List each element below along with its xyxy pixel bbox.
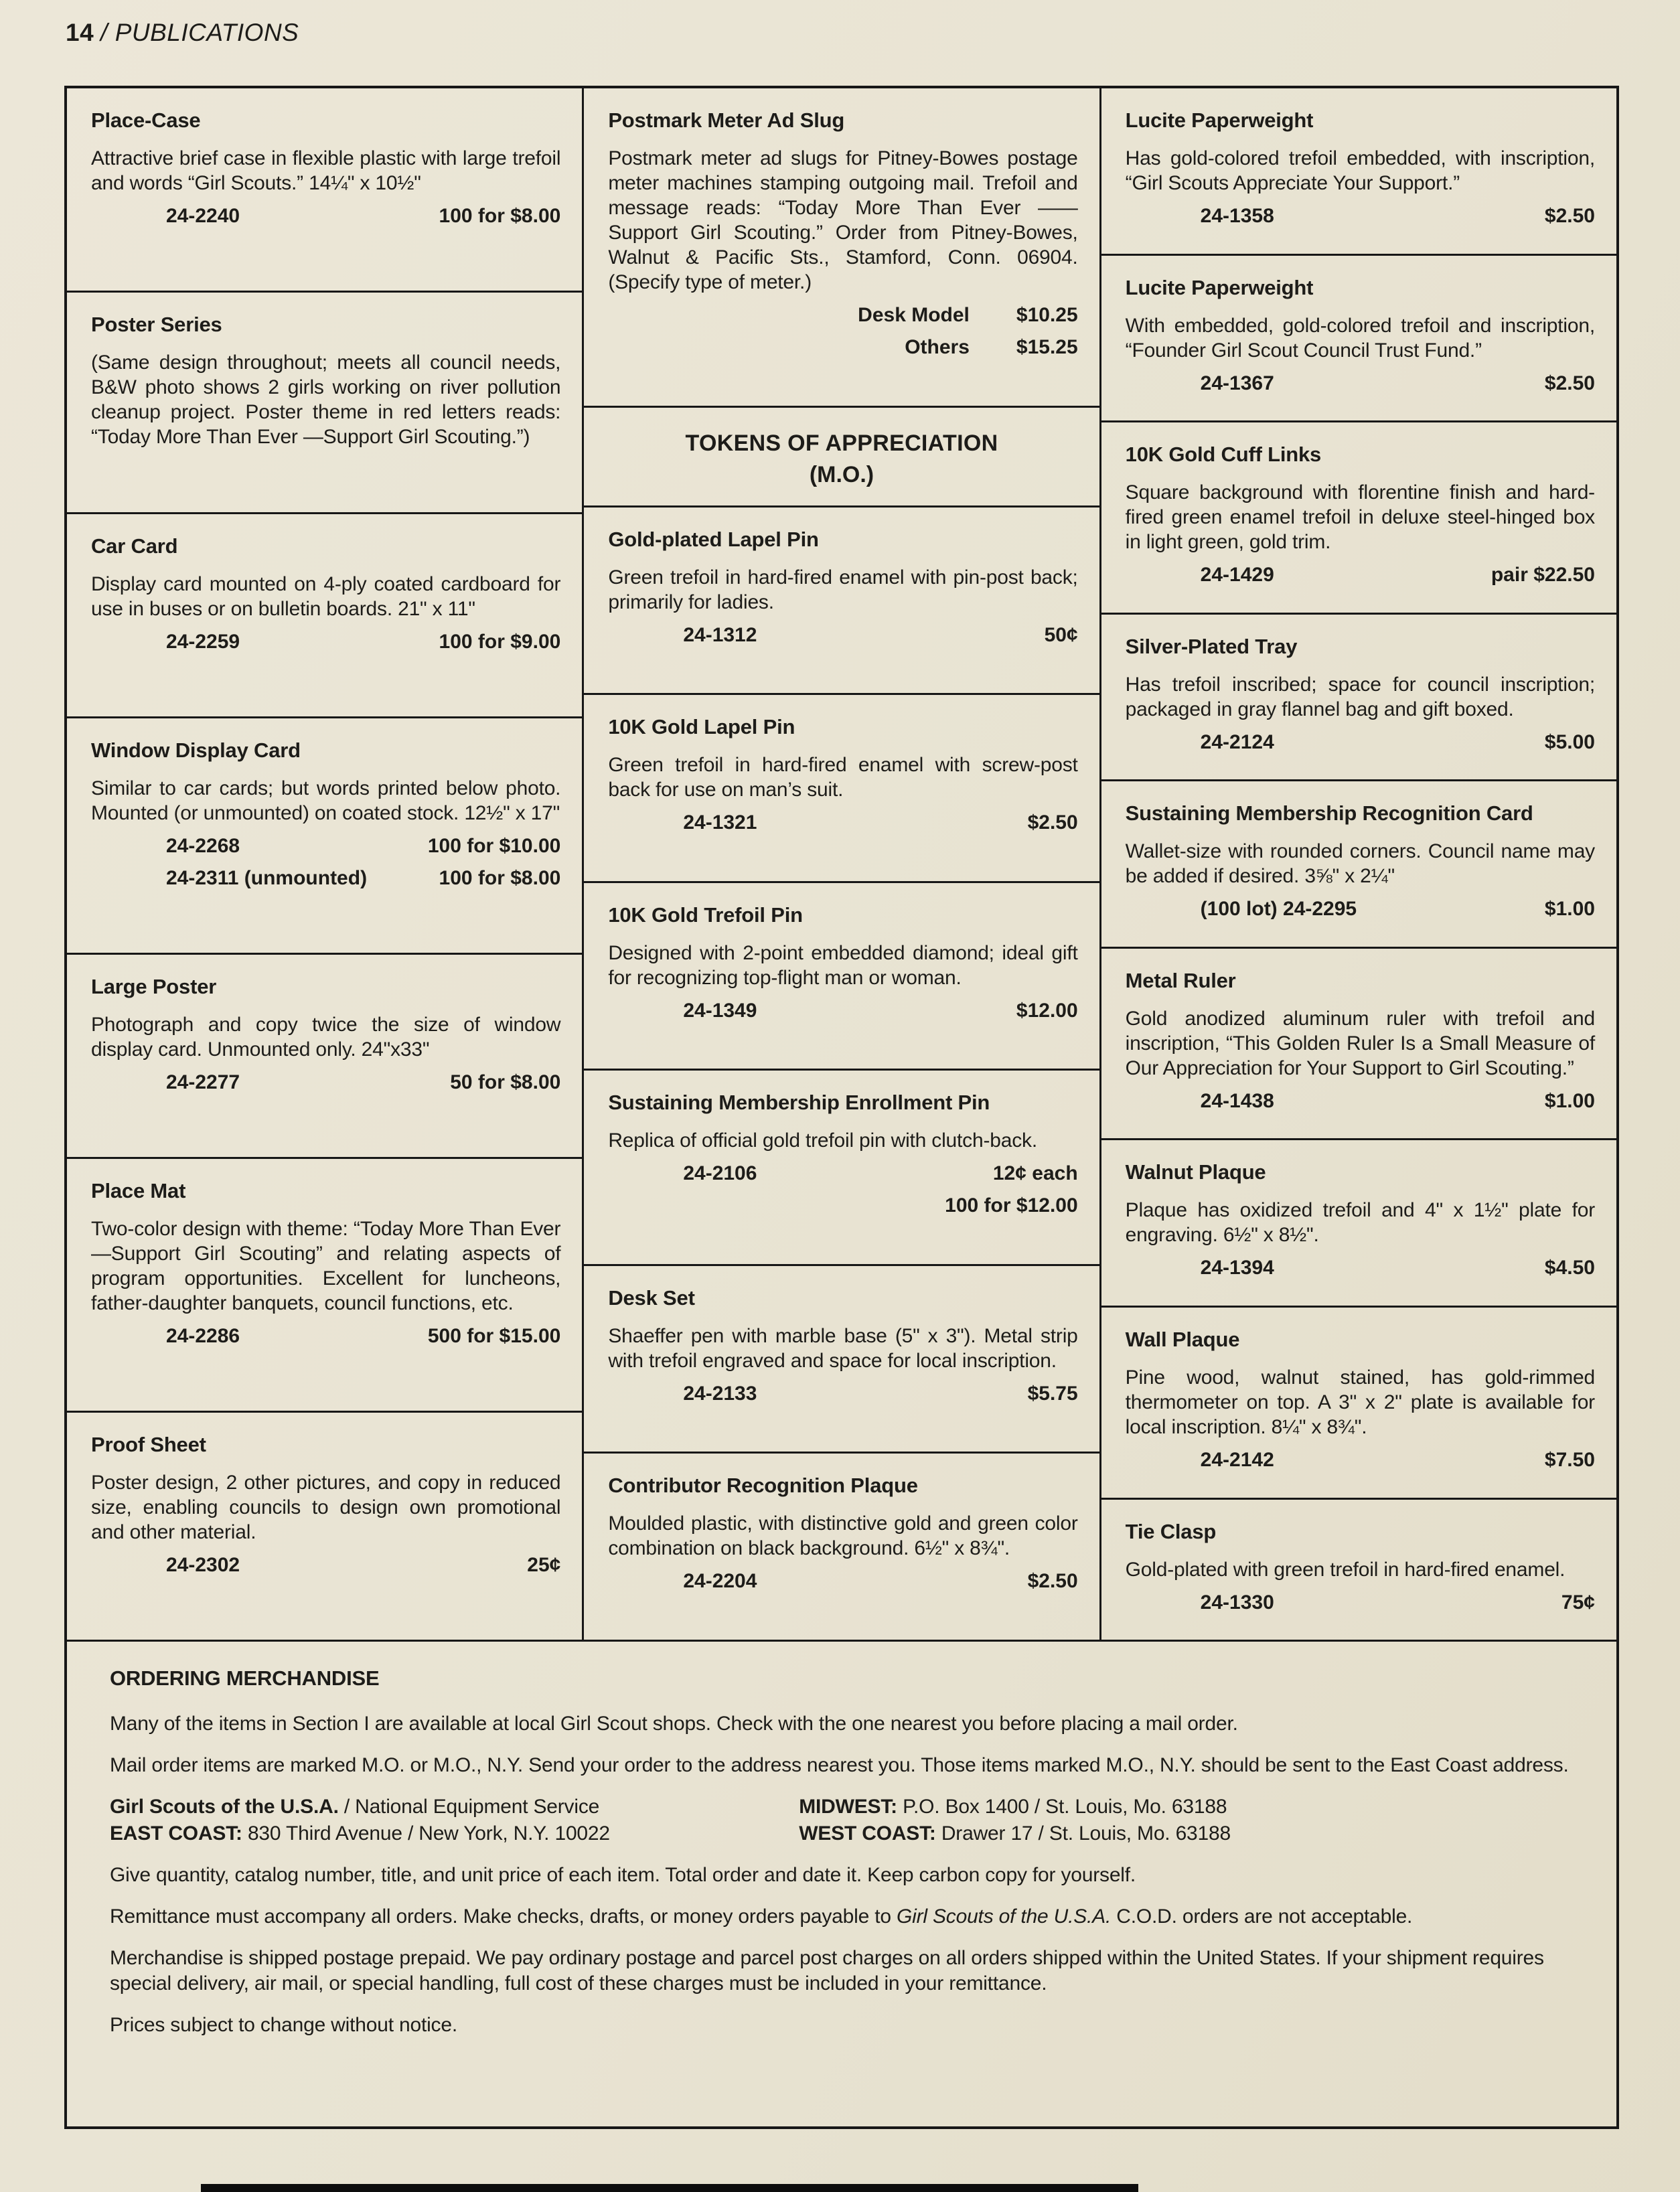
item-description: Postmark meter ad slugs for Pitney-Bowes postage meter machines stamping outgoing mail. Trefoil and message reads: “Today More Than Ever —— Support Girl Scouting.” Order from Pitney-Bowes, Walnut & Pacific Sts., Stamford, Conn. 06904. (Specify type of meter.)	[608, 147, 1078, 293]
price-row	[91, 1554, 560, 1577]
page-number: 14	[66, 19, 94, 46]
item-title: 10K Gold Lapel Pin	[608, 715, 795, 739]
remittance-org-italic: Girl Scouts of the U.S.A.	[896, 1905, 1112, 1928]
price-row	[608, 1000, 1077, 1022]
price: $2.50	[1027, 1570, 1078, 1593]
price: 500 for $15.00	[427, 1325, 561, 1347]
price-row	[608, 1570, 1077, 1593]
price-row	[608, 1162, 1077, 1185]
catalog-item	[1101, 949, 1616, 1141]
item-description: Similar to car cards; but words printed below photo. Mounted (or unmounted) on coated stock. 12½" x 17"	[91, 777, 561, 824]
item-description: Replica of official gold trefoil pin with clutch-back.	[608, 1129, 1037, 1152]
price: 100 for $12.00	[945, 1194, 1078, 1217]
page-section-title: / PUBLICATIONS	[100, 19, 299, 46]
item-title: Metal Ruler	[1125, 968, 1236, 992]
price: $10.25	[1016, 304, 1078, 326]
item-title: Car Card	[91, 534, 178, 558]
price: $12.00	[1016, 999, 1078, 1022]
price: 100 for $8.00	[439, 867, 561, 889]
item-description: Plaque has oxidized trefoil and 4" x 1½" plate for engraving. 6½" x 8½".	[1125, 1199, 1595, 1247]
ordering-paragraph-4	[110, 1904, 1579, 1930]
price: $5.75	[1027, 1382, 1078, 1405]
price: 100 for $10.00	[427, 835, 561, 857]
catalog-item	[67, 955, 582, 1159]
price: 12¢ each	[992, 1162, 1078, 1185]
price-row	[608, 1383, 1077, 1405]
catalog-item	[67, 88, 582, 293]
catalog-number: 24-2286	[166, 1325, 240, 1347]
catalog-number: 24-2106	[683, 1162, 757, 1185]
catalog-number: 24-2142	[1200, 1448, 1274, 1471]
catalog-item	[67, 293, 582, 514]
catalog-number: 24-1394	[1200, 1257, 1274, 1279]
price: $5.00	[1544, 730, 1595, 753]
price-row	[1126, 1591, 1595, 1614]
catalog-number: 24-2204	[683, 1570, 757, 1593]
price-row	[608, 304, 1077, 327]
item-description: Photograph and copy twice the size of window display card. Unmounted only. 24"x33"	[91, 1014, 561, 1061]
section-subtitle: (M.O.)	[809, 461, 874, 487]
catalog-number: 24-1429	[1200, 564, 1274, 586]
west-coast-value: Drawer 17 / St. Louis, Mo. 63188	[935, 1822, 1231, 1845]
scan-artifact	[201, 2184, 1138, 2192]
catalog-number: 24-2240	[166, 205, 240, 227]
price: $2.50	[1544, 205, 1595, 227]
item-title: Large Poster	[91, 975, 217, 998]
section-title: TOKENS OF APPRECIATION	[685, 430, 998, 456]
catalog-number: 24-1438	[1200, 1089, 1274, 1112]
item-title: Window Display Card	[91, 738, 301, 762]
item-description: Moulded plastic, with distinctive gold and green color combination on black background. 6½" x 8¾".	[608, 1512, 1078, 1560]
price: 50¢	[1044, 623, 1078, 646]
price: 100 for $9.00	[439, 631, 561, 653]
price-row	[608, 811, 1077, 834]
ordering-paragraph-3: Give quantity, catalog number, title, and unit price of each item. Total order and date it. Keep carbon copy for yourself.	[110, 1864, 1136, 1886]
catalog-item	[584, 88, 1099, 408]
item-title: Contributor Recognition Plaque	[608, 1474, 918, 1498]
address-org	[110, 1794, 785, 1820]
item-title: Place-Case	[91, 108, 201, 132]
catalog-item	[67, 1159, 582, 1413]
catalog-number: 24-1321	[683, 811, 757, 834]
catalog-item	[67, 1413, 582, 1640]
item-description: Two-color design with theme: “Today More Than Ever—Support Girl Scouting” and relating aspects of program opportunities. Excellent for luncheons, father-daughter banquets, council functions, etc.	[91, 1218, 561, 1314]
price: $4.50	[1544, 1257, 1595, 1279]
price: pair $22.50	[1491, 564, 1595, 586]
item-description: With embedded, gold-colored trefoil and inscription, “Founder Girl Scout Council Trust Fund.”	[1125, 314, 1595, 362]
catalog-number: Desk Model	[858, 304, 970, 326]
catalog-number: 24-1367	[1200, 372, 1274, 394]
ordering-paragraph-5: Merchandise is shipped postage prepaid. We pay ordinary postage and parcel post charges on all orders shipped within the United States. If your shipment requires special delivery, air mail, or special handling, full cost of these charges must be included in your remittance.	[110, 1947, 1544, 1994]
catalog-column-1	[67, 88, 584, 1640]
price-row	[91, 835, 560, 858]
item-title: Sustaining Membership Recognition Card	[1125, 801, 1533, 826]
catalog-item	[584, 507, 1099, 696]
catalog-item	[1101, 256, 1616, 423]
ordering-paragraph-6: Prices subject to change without notice.	[110, 2014, 457, 2036]
catalog-number: 24-1330	[1200, 1591, 1274, 1614]
page-header	[66, 19, 299, 47]
price-row	[1126, 731, 1595, 754]
item-title: Lucite Paperweight	[1125, 108, 1314, 132]
catalog-item	[1101, 615, 1616, 782]
item-description: Has gold-colored trefoil embedded, with inscription, “Girl Scouts Appreciate Your Support.”	[1125, 147, 1595, 194]
price: $2.50	[1027, 811, 1078, 834]
item-title: Tie Clasp	[1125, 1519, 1217, 1543]
catalog-number: 24-2268	[166, 835, 240, 857]
item-title: 10K Gold Cuff Links	[1125, 443, 1322, 467]
catalog-item	[584, 1071, 1099, 1266]
item-title: Place Mat	[91, 1179, 186, 1202]
price-row	[608, 1194, 1077, 1217]
item-description: Green trefoil in hard-fired enamel with pin-post back; primarily for ladies.	[608, 566, 1078, 613]
catalog-number: 24-2311 (unmounted)	[166, 867, 368, 889]
ordering-paragraph-2: Mail order items are marked M.O. or M.O., N.Y. Send your order to the address nearest you. Those items marked M.O., N.Y. should be sent to the East Coast address.	[110, 1754, 1569, 1776]
price-row	[1126, 898, 1595, 921]
catalog-item	[67, 514, 582, 718]
catalog-item	[1101, 781, 1616, 949]
item-title: Gold-plated Lapel Pin	[608, 527, 819, 551]
catalog-number: 24-2259	[166, 631, 240, 653]
catalog-item	[1101, 1308, 1616, 1500]
midwest-label: MIDWEST:	[799, 1796, 897, 1818]
price-row	[91, 1325, 560, 1348]
price-row	[91, 1071, 560, 1094]
price: 50 for $8.00	[450, 1071, 561, 1093]
item-description: Shaeffer pen with marble base (5" x 3"). Metal strip with trefoil engraved and space for local inscription.	[608, 1324, 1078, 1372]
item-description: Designed with 2-point embedded diamond; ideal gift for recognizing top-flight man or woman.	[608, 941, 1078, 989]
catalog-number: 24-2302	[166, 1554, 240, 1576]
price: 25¢	[527, 1554, 561, 1576]
item-description: Wallet-size with rounded corners. Council name may be added if desired. 3⅝" x 2¼"	[1125, 840, 1595, 888]
catalog-column-2	[584, 88, 1101, 1640]
catalog-item	[1101, 1140, 1616, 1308]
item-title: Postmark Meter Ad Slug	[608, 108, 845, 132]
item-description: Has trefoil inscribed; space for council inscription; packaged in gray flannel bag and gift boxed.	[1125, 673, 1595, 720]
item-title: Proof Sheet	[91, 1433, 206, 1456]
item-title: Desk Set	[608, 1285, 695, 1310]
address-midwest	[799, 1794, 1579, 1820]
remittance-text-after: C.O.D. orders are not acceptable.	[1111, 1905, 1413, 1928]
price-row	[1126, 205, 1595, 228]
remittance-text-before: Remittance must accompany all orders. Make checks, drafts, or money orders payable to	[110, 1905, 897, 1928]
item-description: Gold anodized aluminum ruler with trefoil and inscription, “This Golden Ruler Is a Small Measure of Our Appreciation for Your Support to Girl Scouting.”	[1125, 1007, 1595, 1079]
item-title: Sustaining Membership Enrollment Pin	[608, 1091, 990, 1115]
address-west-coast	[799, 1821, 1579, 1847]
item-description: Green trefoil in hard-fired enamel with screw-post back for use on man’s suit.	[608, 754, 1078, 801]
ordering-paragraph-1: Many of the items in Section I are available at local Girl Scout shops. Check with the one nearest you before placing a mail order.	[110, 1713, 1238, 1735]
price: 100 for $8.00	[439, 205, 561, 227]
price: $1.00	[1544, 1089, 1595, 1112]
catalog-columns	[67, 88, 1616, 1640]
price-row	[91, 631, 560, 653]
catalog-item	[584, 883, 1099, 1071]
west-coast-label: WEST COAST:	[799, 1822, 936, 1845]
catalog-item	[1101, 422, 1616, 615]
catalog-number: Others	[905, 336, 970, 358]
ordering-addresses	[110, 1794, 1579, 1847]
item-title: Poster Series	[91, 313, 222, 336]
price: $15.25	[1016, 336, 1078, 358]
item-description: Poster design, 2 other pictures, and copy in reduced size, enabling councils to design own promotional and other material.	[91, 1472, 561, 1543]
price: $1.00	[1544, 898, 1595, 921]
price-row	[1126, 1257, 1595, 1279]
catalog-number: 24-1312	[683, 623, 757, 646]
item-description: Attractive brief case in flexible plastic with large trefoil and words “Girl Scouts.” 14¼" x 10½"	[91, 147, 561, 194]
item-title: 10K Gold Trefoil Pin	[608, 903, 803, 927]
price-row	[1126, 372, 1595, 395]
tokens-section-header	[584, 408, 1099, 507]
price: $7.50	[1544, 1448, 1595, 1471]
price-row	[91, 867, 560, 890]
catalog-item	[584, 695, 1099, 883]
item-title: Walnut Plaque	[1125, 1160, 1266, 1184]
org-name: Girl Scouts of the U.S.A.	[110, 1796, 339, 1818]
item-description: (Same design throughout; meets all council needs, B&W photo shows 2 girls working on river pollution cleanup project. Poster theme in red letters reads: “Today More Than Ever —Support Girl Scouting.”)	[91, 351, 561, 448]
east-coast-value: 830 Third Avenue / New York, N.Y. 10022	[242, 1822, 610, 1845]
price-row	[91, 205, 560, 228]
catalog-number: (100 lot) 24-2295	[1200, 898, 1357, 921]
price: $2.50	[1544, 372, 1595, 394]
catalog-number: 24-1349	[683, 999, 757, 1022]
address-east-coast	[110, 1821, 785, 1847]
item-title: Wall Plaque	[1125, 1327, 1240, 1351]
item-title: Silver-Plated Tray	[1125, 634, 1298, 658]
price-row	[1126, 1449, 1595, 1472]
catalog-item	[1101, 1500, 1616, 1640]
catalog-item	[67, 718, 582, 955]
price-row	[608, 624, 1077, 647]
ordering-title: ORDERING MERCHANDISE	[110, 1666, 380, 1690]
catalog-box	[64, 86, 1619, 2129]
price-row	[1126, 1090, 1595, 1113]
org-suffix: / National Equipment Service	[338, 1796, 600, 1818]
item-description: Gold-plated with green trefoil in hard-fired enamel.	[1125, 1558, 1566, 1581]
ordering-section	[67, 1640, 1616, 2126]
catalog-number: 24-2277	[166, 1071, 240, 1093]
catalog-number: 24-2133	[683, 1382, 757, 1405]
catalog-item	[1101, 88, 1616, 256]
catalog-number: 24-2124	[1200, 730, 1274, 753]
catalog-number: 24-1358	[1200, 205, 1274, 227]
item-title: Lucite Paperweight	[1125, 275, 1314, 299]
catalog-item	[584, 1266, 1099, 1454]
catalog-column-3	[1101, 88, 1616, 1640]
price-row	[608, 336, 1077, 359]
catalog-item	[584, 1454, 1099, 1640]
price: 75¢	[1561, 1591, 1595, 1614]
east-coast-label: EAST COAST:	[110, 1822, 242, 1845]
item-description: Pine wood, walnut stained, has gold-rimmed thermometer on top. A 3" x 2" plate is available for local inscription. 8¼" x 8¾".	[1125, 1366, 1595, 1438]
price-row	[1126, 564, 1595, 586]
item-description: Square background with florentine finish and hard-fired green enamel trefoil in deluxe steel-hinged box in light green, gold trim.	[1125, 481, 1595, 554]
item-description: Display card mounted on 4-ply coated cardboard for use in buses or on bulletin boards. 21" x 11"	[91, 573, 561, 620]
midwest-value: P.O. Box 1400 / St. Louis, Mo. 63188	[897, 1796, 1227, 1818]
